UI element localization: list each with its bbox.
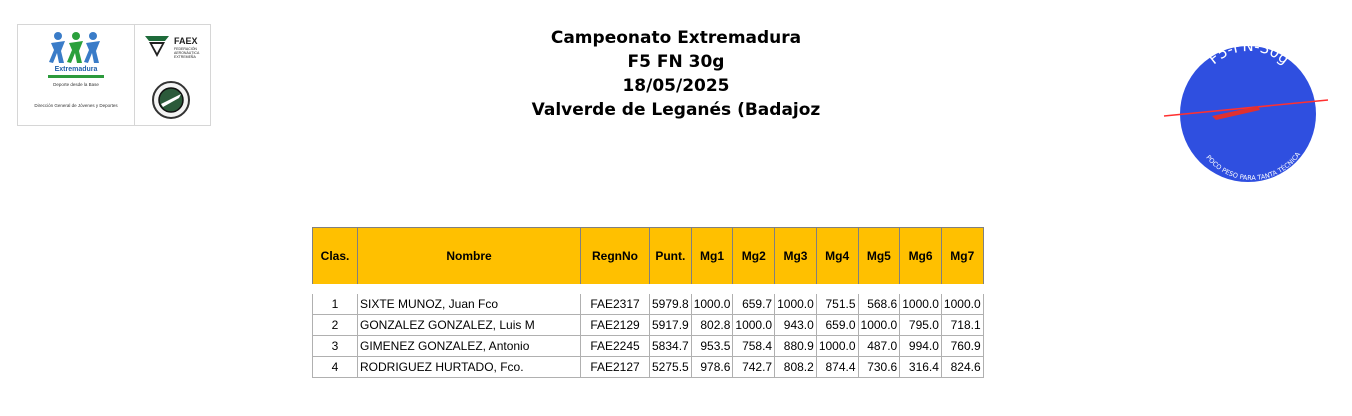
column-header: Mg7 bbox=[941, 228, 983, 290]
event-date: 18/05/2025 bbox=[622, 76, 730, 96]
f5-logo-bottom-text: POCO PESO PARA TANTA TÉCNICA bbox=[1204, 150, 1303, 183]
table-cell: 808.2 bbox=[775, 357, 817, 378]
table-cell: 802.8 bbox=[691, 315, 733, 336]
f5-fn-30g-logo bbox=[1160, 28, 1330, 188]
table-cell: 5917.9 bbox=[650, 315, 692, 336]
column-header: Punt. bbox=[650, 228, 692, 290]
column-header: Mg3 bbox=[775, 228, 817, 290]
table-cell: SIXTE MUNOZ, Juan Fco bbox=[358, 289, 581, 315]
table-cell: 994.0 bbox=[900, 336, 942, 357]
table-cell: GIMENEZ GONZALEZ, Antonio bbox=[358, 336, 581, 357]
table-cell: FAE2129 bbox=[581, 315, 650, 336]
table-body bbox=[313, 289, 984, 378]
table-row bbox=[313, 357, 984, 378]
table-header-row bbox=[313, 228, 984, 290]
column-header: Mg4 bbox=[816, 228, 858, 290]
table-cell: 874.4 bbox=[816, 357, 858, 378]
column-header: Clas. bbox=[313, 228, 358, 290]
table-cell: 659.7 bbox=[733, 289, 775, 315]
table-cell: 953.5 bbox=[691, 336, 733, 357]
table-cell: 1 bbox=[313, 289, 358, 315]
table-cell: 1000.0 bbox=[858, 315, 900, 336]
table-cell: 795.0 bbox=[900, 315, 942, 336]
table-cell: 659.0 bbox=[816, 315, 858, 336]
table-cell: 943.0 bbox=[775, 315, 817, 336]
category-title: F5 FN 30g bbox=[627, 52, 725, 72]
table-cell: 1000.0 bbox=[733, 315, 775, 336]
table-cell: 730.6 bbox=[858, 357, 900, 378]
column-header: Nombre bbox=[358, 228, 581, 290]
extremadura-dept: Dirección General de Jóvenes y Deportes bbox=[34, 103, 118, 108]
table-cell: 880.9 bbox=[775, 336, 817, 357]
table-cell: GONZALEZ GONZALEZ, Luis M bbox=[358, 315, 581, 336]
faex-subtitle: FEDERACIÓN AERONÁUTICA EXTREMEÑA bbox=[174, 47, 200, 59]
table-cell: 2 bbox=[313, 315, 358, 336]
table-cell: 742.7 bbox=[733, 357, 775, 378]
table-cell: RODRIGUEZ HURTADO, Fco. bbox=[358, 357, 581, 378]
table-cell: 1000.0 bbox=[691, 289, 733, 315]
column-header: Mg6 bbox=[900, 228, 942, 290]
event-header bbox=[0, 26, 1352, 122]
table-cell: 487.0 bbox=[858, 336, 900, 357]
table-cell: 1000.0 bbox=[900, 289, 942, 315]
column-header: Mg2 bbox=[733, 228, 775, 290]
f5-logo-top-text: F5-FN-30g bbox=[1204, 36, 1293, 69]
table-cell: 760.9 bbox=[941, 336, 983, 357]
table-cell: FAE2317 bbox=[581, 289, 650, 315]
table-cell: 1000.0 bbox=[941, 289, 983, 315]
table-cell: 316.4 bbox=[900, 357, 942, 378]
table-cell: 568.6 bbox=[858, 289, 900, 315]
table-cell: 1000.0 bbox=[775, 289, 817, 315]
table-row bbox=[313, 336, 984, 357]
event-location: Valverde de Leganés (Badajoz bbox=[531, 100, 821, 120]
column-header: RegnNo bbox=[581, 228, 650, 290]
table-cell: 978.6 bbox=[691, 357, 733, 378]
table-cell: FAE2245 bbox=[581, 336, 650, 357]
table-cell: 824.6 bbox=[941, 357, 983, 378]
table-cell: 5979.8 bbox=[650, 289, 692, 315]
table-row bbox=[313, 315, 984, 336]
faex-title: FAEX bbox=[174, 36, 198, 46]
table-cell: 4 bbox=[313, 357, 358, 378]
championship-title: Campeonato Extremadura bbox=[550, 28, 802, 48]
table-cell: FAE2127 bbox=[581, 357, 650, 378]
table-cell: 718.1 bbox=[941, 315, 983, 336]
table-cell: 751.5 bbox=[816, 289, 858, 315]
column-header: Mg1 bbox=[691, 228, 733, 290]
table-row bbox=[313, 289, 984, 315]
table-cell: 3 bbox=[313, 336, 358, 357]
extremadura-name: Extremadura bbox=[54, 66, 98, 73]
column-header: Mg5 bbox=[858, 228, 900, 290]
table-cell: 758.4 bbox=[733, 336, 775, 357]
table-cell: 5275.5 bbox=[650, 357, 692, 378]
extremadura-tagline: Deporte desde la Base bbox=[53, 82, 99, 87]
table-cell: 1000.0 bbox=[816, 336, 858, 357]
table-cell: 5834.7 bbox=[650, 336, 692, 357]
results-table bbox=[312, 227, 984, 378]
